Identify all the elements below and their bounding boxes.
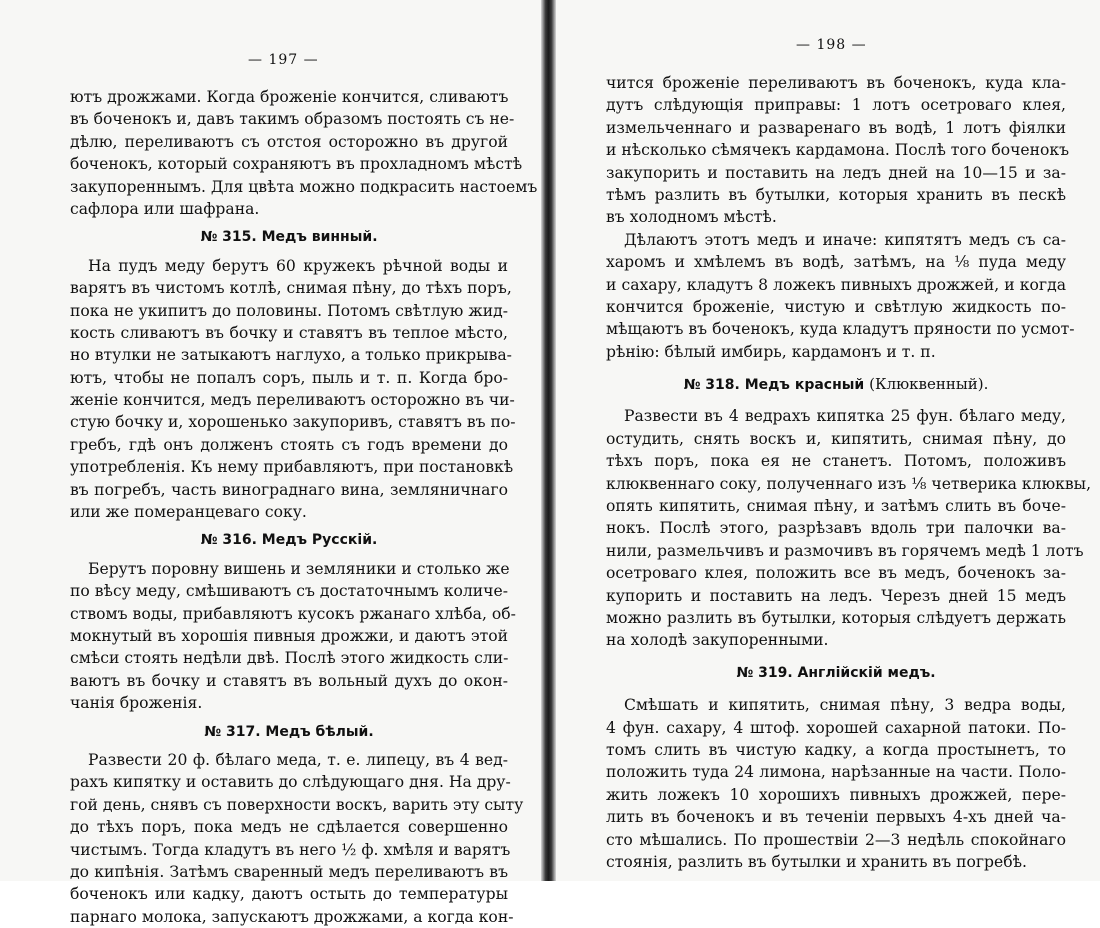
text-line: въ боченокъ и, давъ такимъ образомъ постоять съ не- <box>70 110 515 129</box>
text-line: смѣси стоять недѣли двѣ. Послѣ этого жидкость сли- <box>70 649 509 668</box>
recipe-heading-318 <box>606 373 1066 395</box>
text-line: въ холодномъ мѣстѣ. <box>606 208 777 227</box>
text-line: На пудъ меду берутъ 60 кружекъ рѣчной воды и <box>88 256 508 275</box>
text-line: стую бочку и, хорошенько закупоривъ, ставятъ въ по- <box>70 413 516 432</box>
text-line: кость сливаютъ въ бочку и ставятъ въ теплое мѣсто, <box>70 323 508 342</box>
text-line: до кипѣнія. Затѣмъ сваренный медъ переливаютъ въ <box>70 862 508 881</box>
text-line: женіе кончится, медъ переливаютъ осторожно въ чи- <box>70 391 515 410</box>
text-line: закупорить и поставить на ледъ дней на 10—15 и за- <box>606 163 1066 182</box>
text-line: дѣлю, переливаютъ съ отстоя осторожно въ другой <box>70 132 508 151</box>
text-line: боченокъ или кадку, даютъ остыть до температуры <box>70 885 508 904</box>
text-line: закупореннымъ. Для цвѣта можно подкрасить настоемъ <box>70 177 538 196</box>
text-line: чится броженіе переливаютъ въ боченокъ, куда кла- <box>606 74 1066 92</box>
text-line: по вѣсу меду, смѣшиваютъ съ достаточнымъ количе- <box>70 582 508 601</box>
text-line: мѣщаютъ въ боченокъ, куда кладутъ пряности по усмот- <box>606 320 1075 339</box>
recipe-heading-315: № 315. Медъ винный. <box>200 229 378 246</box>
text-line: купорить и поставить на ледъ. Черезъ дней 15 медъ <box>606 586 1066 605</box>
recipe-heading-319: № 319. Англійскій медъ. <box>736 664 936 681</box>
text-line: мокнутый въ хорошія пивныя дрожжи, и даютъ этой <box>70 626 508 645</box>
text-line: опять кипятить, снимая пѣну, и затѣмъ слить въ боче- <box>606 497 1066 516</box>
text-line: сто мѣшались. По прошествіи 2—3 недѣль спокойнаго <box>606 830 1066 849</box>
text-line: гой день, снявъ съ поверхности воскъ, варить эту сыту <box>70 795 524 814</box>
text-line: и сахару, кладутъ 8 ложекъ пивныхъ дрожжей, и когда <box>606 275 1066 294</box>
text-line: ваютъ въ бочку и ставятъ въ вольный духъ до окон- <box>70 671 508 690</box>
page-number-left: — 197 — <box>248 52 319 68</box>
text-line: лить въ боченокъ и въ теченіи первыхъ 4-хъ дней ча- <box>606 808 1066 827</box>
text-line: нокъ. Послѣ этого, разрѣзавъ вдоль три палочки ва- <box>606 519 1066 538</box>
text-line: ютъ, чтобы не попалъ соръ, пыль и т. п. Когда бро- <box>70 368 508 387</box>
text-line: остудить, снять воскъ и, кипятить, снимая пѣну, до <box>606 429 1066 448</box>
text-line: ствомъ воды, прибавляютъ кусокъ ржанаго хлѣба, об- <box>70 604 516 623</box>
left-page <box>0 0 541 926</box>
recipe-heading-317: № 317. Медъ бѣлый. <box>204 723 374 740</box>
text-line: до тѣхъ поръ, пока медъ не сдѣлается совершенно <box>70 818 508 837</box>
left-text-column <box>70 86 538 928</box>
text-line: клюквеннаго соку, полученнаго изъ ⅛ четверика клюквы, <box>606 474 1092 493</box>
text-line: въ погребъ, часть винограднаго вина, земляничнаго <box>70 480 508 499</box>
text-line: чанія броженія. <box>70 694 203 713</box>
text-line: 4 фун. сахару, 4 штоф. хорошей сахарной патоки. По- <box>606 718 1066 737</box>
text-line: сафлора или шафрана. <box>70 199 260 218</box>
text-line: но втулки не затыкаютъ наглухо, а только прикрыва- <box>70 346 512 365</box>
text-line: чистымъ. Тогда кладутъ въ него ½ ф. хмѣля и варятъ <box>70 840 511 859</box>
book-gutter <box>541 0 556 881</box>
right-text-column <box>606 72 1092 873</box>
recipe-heading-318-main: № 318. Медъ красный <box>683 377 865 394</box>
text-line: измельченнаго и разваренаго въ водѣ, 1 лотъ фіялки <box>606 118 1066 137</box>
text-line: Берутъ поровну вишень и земляники и столько же <box>88 559 510 578</box>
text-line: ютъ дрожжами. Когда броженіе кончится, сливаютъ <box>70 88 509 106</box>
text-line: кончится броженіе, чистую и свѣтлую жидкость по- <box>606 297 1066 316</box>
page-number-right: — 198 — <box>796 37 867 53</box>
text-line: стоянія, разлить въ бутылки и хранить въ погребѣ. <box>606 852 1027 871</box>
text-line: рѣнію: бѣлый имбирь, кардамонъ и т. п. <box>606 342 936 361</box>
text-line: тѣмъ разлить въ бутылки, которыя хранить въ пескѣ <box>606 185 1066 204</box>
recipe-heading-318-tail: (Клюквенный). <box>869 375 989 394</box>
text-line: пока не укипитъ до половины. Потомъ свѣтлую жид- <box>70 301 508 320</box>
text-line: варятъ въ чистомъ котлѣ, снимая пѣну, до тѣхъ поръ, <box>70 279 512 298</box>
text-line: томъ слить въ чистую кадку, а когда простынетъ, то <box>606 740 1066 759</box>
text-line: гребъ, гдѣ онъ долженъ стоять съ годъ времени до <box>70 435 508 454</box>
recipe-heading-316: № 316. Медъ Русскій. <box>200 532 378 549</box>
text-line: Развести въ 4 ведрахъ кипятка 25 фун. бѣлаго меду, <box>624 407 1066 426</box>
text-line: осетроваго клея, положить все въ медъ, боченокъ за- <box>606 564 1066 583</box>
text-line: Смѣшать и кипятить, снимая пѣну, 3 ведра воды, <box>624 696 1066 715</box>
text-line: и нѣсколько сѣмячекъ кардамона. Послѣ того боченокъ <box>606 141 1070 160</box>
text-line: жить ложекъ 10 хорошихъ пивныхъ дрожжей, пере- <box>606 785 1066 804</box>
text-line: дутъ слѣдующія приправы: 1 лотъ осетроваго клея, <box>606 96 1066 115</box>
text-line: Дѣлаютъ этотъ медъ и иначе: кипятятъ медъ съ са- <box>624 230 1066 249</box>
text-line: употребленія. Къ нему прибавляютъ, при постановкѣ <box>70 458 514 477</box>
text-line: положить туда 24 лимона, нарѣзанные на части. Поло- <box>606 763 1066 782</box>
text-line: рахъ кипятку и оставить до слѣдующаго дня. На дру- <box>70 773 511 792</box>
right-page <box>556 0 1100 881</box>
text-line: тѣхъ поръ, пока ея не станетъ. Потомъ, положивъ <box>606 452 1066 471</box>
text-line: нили, размельчивъ и размочивъ въ горячемъ медѣ 1 лотъ <box>606 541 1084 560</box>
text-line: Развести 20 ф. бѣлаго меда, т. е. липецу, въ 4 вед- <box>88 750 508 769</box>
text-line: на холодѣ закупоренными. <box>606 631 829 650</box>
text-line: или же померанцеваго соку. <box>70 503 307 522</box>
text-line: парнаго молока, запускаютъ дрожжами, а когда кон- <box>70 907 514 926</box>
text-line: можно разлить въ бутылки, которыя слѣдуетъ держать <box>606 608 1066 627</box>
text-line: харомъ и хмѣлемъ въ водѣ, затѣмъ, на ⅛ пуда меду <box>606 253 1066 272</box>
text-line: боченокъ, который сохраняютъ въ прохладномъ мѣстѣ <box>70 155 523 174</box>
